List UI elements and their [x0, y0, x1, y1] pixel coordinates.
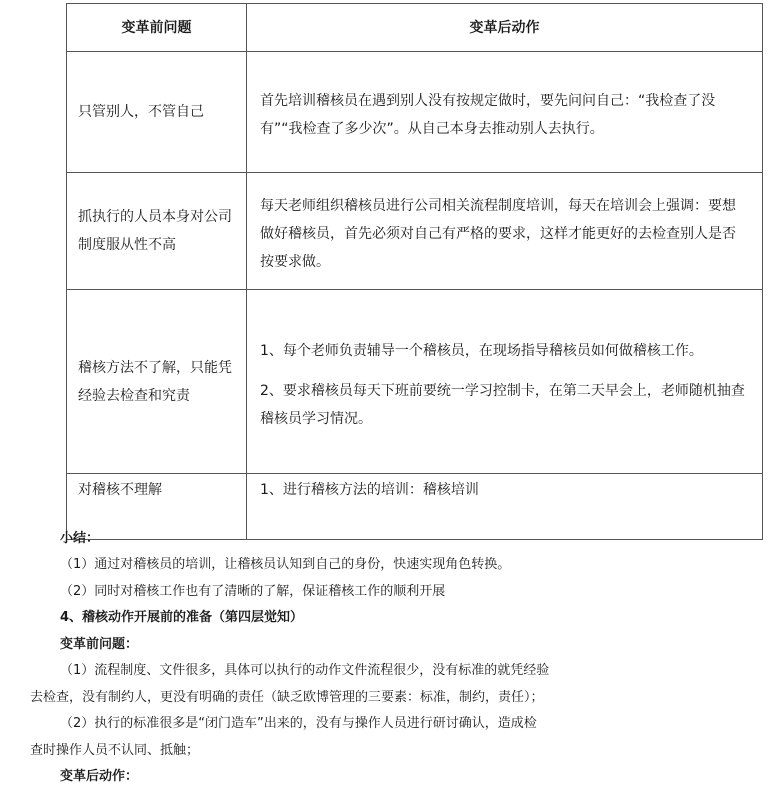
summary-item: （1）通过对稽核员的培训，让稽核员认知到自己的身份，快速实现角色转换。 — [60, 557, 511, 572]
table-row — [67, 52, 763, 173]
problem-text: 对稽核不理解 — [78, 482, 162, 498]
after-title: 变革后动作： — [60, 769, 139, 784]
before-item-line: （2）执行的标准很多是“闭门造车”出来的，没有与操作人员进行研讨确认，造成检 — [60, 716, 537, 731]
problem-cell: 稽核方法不了解，只能凭经验去检查和究责 — [67, 290, 247, 474]
table-row — [67, 173, 763, 290]
before-item-line: 查时操作人员不认同、抵触； — [30, 743, 200, 758]
table-row — [67, 290, 763, 474]
header-after: 变革后动作 — [247, 4, 763, 52]
before-title: 变革前问题： — [60, 637, 139, 652]
summary-title: 小结： — [60, 531, 100, 546]
action-text: 1、进行稽核方法的培训：稽核培训 — [260, 482, 479, 498]
table-header-row — [67, 4, 763, 52]
action-cell — [247, 290, 763, 474]
action-cell — [247, 474, 763, 540]
summary-item: （2）同时对稽核工作也有了清晰的了解，保证稽核工作的顺利开展 — [60, 584, 446, 599]
action-text: 2、要求稽核员每天下班前要统一学习控制卡，在第二天早会上，老师随机抽查稽核员学习情况。 — [260, 382, 745, 427]
before-item-line: 去检查，没有制约人，更没有明确的责任（缺乏欧博管理的三要素：标准，制约，责任）； — [30, 690, 544, 705]
action-text: 首先培训稽核员在遇到别人没有按规定做时，要先问问自己：“我检查了没有”“我检查了多少次”。从自己本身去推动别人去执行。 — [260, 93, 716, 137]
problem-cell: 抓执行的人员本身对公司制度服从性不高 — [67, 173, 247, 290]
action-text: 1、每个老师负责辅导一个稽核员，在现场指导稽核员如何做稽核工作。 — [260, 342, 703, 359]
reform-table — [66, 3, 763, 540]
action-text: 每天老师组织稽核员进行公司相关流程制度培训，每天在培训会上强调：要想做好稽核员，首先必须对自己有严格的要求，这样才能更好的去检查别人是否按要求做。 — [260, 197, 736, 270]
problem-cell: 只管别人，不管自己 — [67, 52, 247, 173]
header-before: 变革前问题 — [67, 4, 247, 52]
before-item-line: （1）流程制度、文件很多，具体可以执行的动作文件流程很少，没有标准的就凭经验 — [60, 663, 550, 678]
table-row — [67, 474, 763, 540]
action-cell — [247, 52, 763, 173]
section-heading: 4、稽核动作开展前的准备（第四层觉知） — [60, 610, 304, 625]
action-cell — [247, 173, 763, 290]
